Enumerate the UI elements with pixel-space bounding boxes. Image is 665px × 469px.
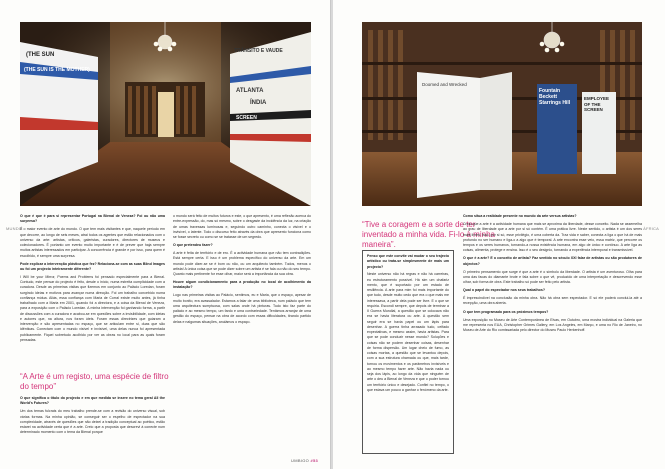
- right-side-label: ÁFRICA: [643, 226, 659, 231]
- answer: Um dos temas fulcrais do meu trabalho prende-se com a revisão do universo visual, sob várias formas. Na minha opinião, se conseguir ser o espelho de espectador na sua complexidade, através de questões que não deixei a tradição conceptual ao poético, estão estarei na actividade certa que é a arte. Creio que a proposta que descrevi à conecte num determinado momento com o tema da Bienal porque: [20, 409, 165, 435]
- magazine-name: UMBIGO: [291, 458, 310, 463]
- panel-text-2: ATLANTA: [236, 88, 264, 94]
- panel-text-4: SCREEN: [236, 115, 257, 121]
- library-room-image: [20, 22, 311, 206]
- canvas-text-1: Doomed and Wrecked: [422, 82, 467, 87]
- answer: Creio que a arte é a actividade humana que mais se aproxima da liberdade, desse conceito. Nada se assemelha ao grau de liberdade que a arte por si só contém. É uma prática livre. Neste sentido, o artista é um dos seres mais livres. Isso, por si só, esse privilégio, é uma coberta da. Traz vida e saber, conecta a liga o que há de mais profundo no ser humano e liga-o a algo que é temporal. A arte encontra esse veio, essa matriz, que percorre os tempos e os seres humanos, tornando-a nossa existência humana, em algo de único e contínuo. A arte liga as coisas, alimenta, protege e ensina. Isso é o seu designio, tornando a experiência intemporal e transmissível.: [463, 222, 642, 253]
- sidebox: [362, 250, 454, 454]
- question: Penso que este convite vai mudar o seu trajecto artístico ou trata-se simplesmente de mais um projecto?: [367, 254, 449, 269]
- issue-number: #53: [310, 458, 319, 463]
- gallery-photo-left: [20, 22, 311, 206]
- answer: A arte é feita de território e de ero. É a actividade humana que não tem contradições. Está sempre certa. E isso é um problema específico do universo da arte. Em um mundo pode dizer-se se é bom ou não, ou um arquitecto também. Todos, menos o artista! A única coisa que se pode dizer sobre um artista é se fala ou não do seu tempo. Quanto mais pertinente for esse olhar, maior será a importância da sua obra.: [173, 251, 311, 277]
- question: Houve algum condicionamento para a produção no local de acolhimento da instalação?: [173, 280, 311, 290]
- question: O que pretendeu fazer?: [173, 243, 213, 248]
- question: O que significa o título do projecto e em que medida se insere no tema geral All the World's Futures?: [20, 396, 165, 406]
- page-footer: [291, 458, 318, 463]
- answer: O primeiro pensamento que surge é que a arte é o símbolo da liberdade. O artista é um aventuroso. Olha para uma das facas do diamante brute e fala sobre o que vê, produzido de uma interpretação e descrevendo esse olhar, sob forma de obra. Este trabalho só pode ser feito pelo artista.: [463, 269, 642, 285]
- panel-text-0: (THE SUN: [26, 52, 55, 58]
- panel-text-3: ÍNDIA: [250, 100, 267, 106]
- gallery-photo-right: [362, 22, 642, 206]
- answer: Neste universo não há regras e não há carreiras, eu estruturamento possível. Há sim um chafariz mento, que é suportado por um estado de resiliência. A arte para mim foi mais importante do que tudo, desde muito cedo que era o que mais me interessava, a partir dela pode ser livre. E o que se requiria. Escondi sempre, que depois de terminar a II Guerra Mundial, a questão que se colocava não era se havia literatura ou arte. A questão sem seguir era se havia papel ou um lápis para desenhar. A guerra tinha arrasado tudo, ceifado expectativas, e mesmo assim, havia artistas. Para que se pode conduzir nesse mundo? Soluções e coisas não se podem desenhar coisas, desenhar de forma dispersão. Um lugar cheio de fumo, as coisas mortas, a questão que se levantou depois, com a sua estrutura chamada ou que, mais tarde, tornou os movimentos e os parâmetros invisíveis e ao mesmo tempo fazer arte. Não havia nada ou seja dos lápis, ao longo da vida que ninguém de arte o deu a Bienal de Veneza e que o poder tornou um território único e desejado. Confiei no tempo, o que estava um pouco a ganhar o fenómeno da arte.: [367, 272, 449, 392]
- pull-quote-left: “A Arte é um registo, uma espécie de filtro do tempo”: [20, 372, 169, 391]
- answer: É o maior evento de arte do mundo. O que tem mais visitantes e que, naquele período em que decorre, ao longo de seis meses, atrai todos os agentes que estão relacionados com o universo da arte: artistas, críticos, galeristas, curadores, directores de museus e colecionadores. É portanto um evento muito importante e é de prever que haja sempre muitos artistas interessados em participar. A concorrência é grande e por isso, para quem é escolhido, é sempre uma surpresa.: [20, 227, 165, 258]
- left-column-1-end: [20, 396, 165, 438]
- left-column-2: [173, 214, 311, 328]
- panel-text-5: TRÂNSITO E VAUDE: [234, 48, 283, 54]
- answer: Logo nas primeiras visitas ao Palácio, sentimos, eu e Maria, que o espaço, apesar de muito bonito, era avassalador. Estamos a falar de uma biblioteca, num palácio que tem uma arquitectura sumptuosa, com salas onde há pinturas. Tudo isto faz parte do palácio e ao mesmo tempo, um fardo e uma contrariedade. Tentámos arranjar de uma gestão do espaço, pensar na obra de acordo com essas dificuldades, tirando partido delas e nalgumas situações, anulámos o espaço.: [173, 293, 311, 324]
- question: O que é a arte? E o conceito de artista? Faz sentido no século XXI falar de artistas ou são produtores de objectos?: [463, 256, 642, 266]
- left-side-label: MUNDO: [6, 226, 23, 231]
- question: O que é que é para si representar Portugal na Bienal de Veneza? Foi ou não uma surpresa?: [20, 214, 165, 224]
- pull-quote-right: “Tive a coragem e a sorte de ter inventado a minha vida. Fi-lo à minha maneira”.: [362, 220, 495, 249]
- question: Qual o papel do espectador nos seus trabalhos?: [463, 288, 545, 293]
- left-column-1: [20, 214, 165, 346]
- answer: Uma exposição no Museu de Arte Contemporânea de Elvas, em Outubro, uma mostra individual na Galeria que me representa nos EUA, Christopher Grimes Gallery, em Los Angeles, em Março, e uma no Rio de Janeiro, no Museu de Arte do Rio comissariada pelo director do Museu Paulo Herkenhoff.: [463, 317, 642, 333]
- answer: I Will be your Mirror, Poems and Problems foi pensado especialmente para a Bienal. Contudo, este pensar do projecto é feito, desde o início, numa estreita cumplicidade com a curadora. Desde as primeiras visitas que fizemos em conjunto ao Palácio Loredan, foram surgindo ideias e motivos para avançar numa direcção. Foi um trabalho concebido numa confiança mútua. Aliás, essa confiança com Maria de Corral existe muito antes, já tinha trabalhado com a Maria em 2001, quando foi a directora, e a coisa da Bienal de Veneza, para a exposição com o Palácio Loredan. A minha intervenção foi ganhando forma, a partir de discussões com a curadora e acabou-se em questões sobre a invisibilidade, com ideias e autores que, na altura, nos foram úteis. Foram essas directrizes que guiaram a intervenção e são apresentadas no espaço, que se articulam entre si, duas que são idênticas. Conectam com o mundo visível e invisível, uma delas nunca foi apresentada publicamente. Fiquei sobretudo acolhido por ver as obras no local para as quais foram pensadas.: [20, 274, 165, 342]
- question: O que tem programado para os próximos tempos?: [463, 309, 549, 314]
- canvas-text-2: Fountain Beckett Starrings Hill: [539, 88, 571, 106]
- answer: o mundo será feito de muitos futuros e este, o que apresento, é uma reflexão acerca do entre-expressão, do, mas só mesmo, sobre o desgaste da incidência da luz, na criação de umas travessas luminosas e, seguindo outro caminho, conecta o visível e o invisível, o latente. Todo o discurso feito através da obra que apresento funciona como se fosse secreto ou como se se tratasse de um segredo.: [173, 214, 311, 239]
- right-column: [463, 214, 642, 336]
- library-room-image: [362, 22, 642, 206]
- question: Pode explicar a intervenção plástica que fez? Relaciona-se com as suas Blind Images ou foi um projecto inteiramente diferente?: [20, 261, 165, 271]
- right-page: [291, 0, 665, 469]
- panel-text-1: (THE SUN IS THE MOTHER): [24, 67, 90, 73]
- canvas-text-3: EMPLOYEE OF THE SCREEN: [584, 96, 610, 112]
- question: Como situa a realidade presente no mundo da arte versus artistas?: [463, 214, 577, 218]
- left-page: [0, 0, 331, 469]
- answer: É imprescindível na conclusão da minha obra. Não há obra sem espectador. E só ele poderá conclui-la até a recepção, uma obra aberta.: [463, 296, 642, 306]
